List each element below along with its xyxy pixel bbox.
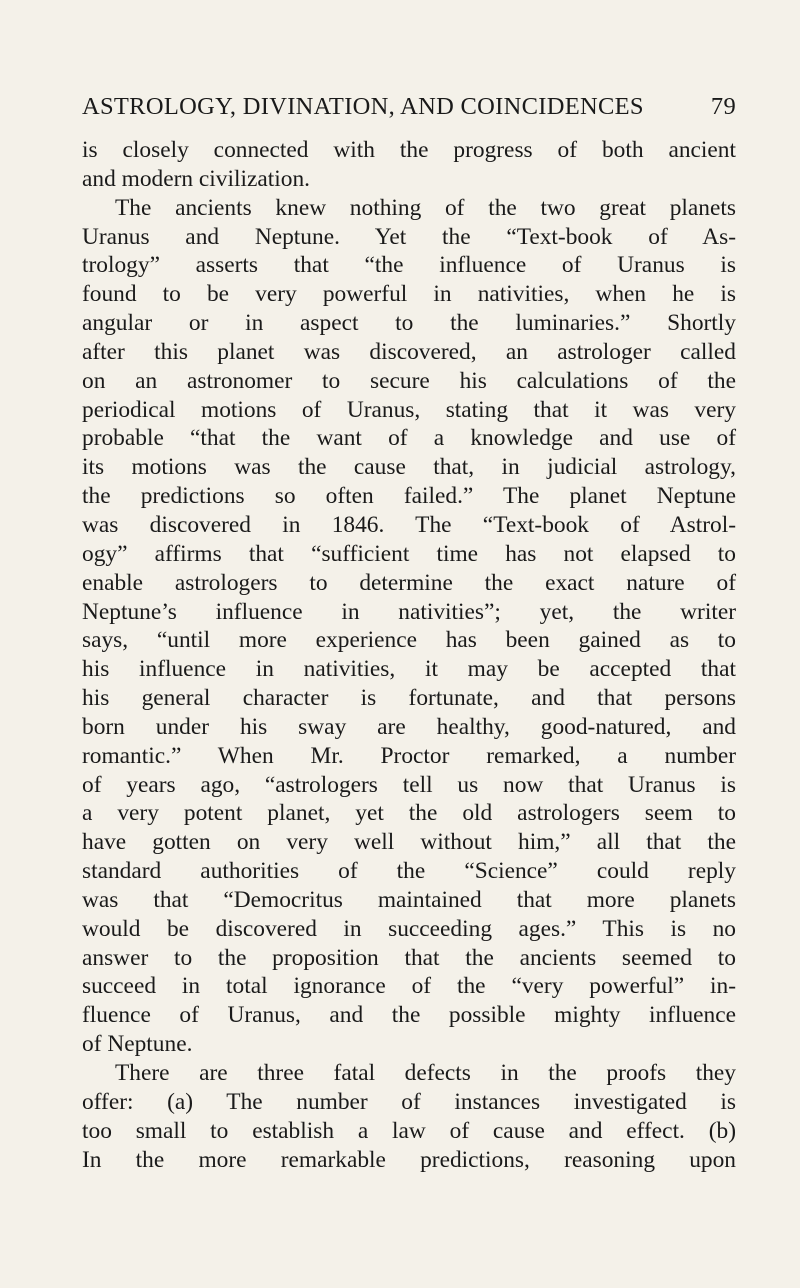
text-line: his general character is fortunate, and that persons — [82, 685, 736, 712]
text-line: In the more remarkable predictions, reasoning upon — [82, 1146, 736, 1173]
text-line: of Neptune. — [82, 1031, 193, 1058]
text-line: angular or in aspect to the luminaries.” Shortly — [82, 310, 736, 337]
text-line: The ancients knew nothing of the two great planets — [115, 194, 736, 221]
text-line: born under his sway are healthy, good-natured, and — [82, 713, 736, 740]
text-line: was discovered in 1846. The “Text-book of Astrol- — [82, 511, 736, 538]
text-line: Neptune’s influence in nativities”; yet, the writer — [82, 598, 736, 625]
text-line: enable astrologers to determine the exact nature of — [82, 569, 736, 596]
text-line: have gotten on very well without him,” all that the — [82, 829, 736, 856]
text-line: ogy” affirms that “sufficient time has not elapsed to — [82, 540, 736, 567]
text-line: offer: (a) The number of instances investigated is — [82, 1088, 736, 1115]
text-line: says, “until more experience has been gained as to — [82, 627, 736, 654]
text-line: There are three fatal defects in the proofs they — [115, 1060, 736, 1086]
text-line: found to be very powerful in nativities, when he is — [82, 281, 736, 308]
text-line: Uranus and Neptune. Yet the “Text-book of As- — [82, 223, 736, 250]
text-line: on an astronomer to secure his calculations of the — [82, 367, 736, 394]
text-line: standard authorities of the “Science” could reply — [82, 858, 736, 885]
page-number: 79 — [710, 93, 736, 120]
text-line: is closely connected with the progress of both ancient — [82, 137, 736, 163]
body-text — [82, 136, 736, 1174]
text-line: of years ago, “astrologers tell us now that Uranus is — [82, 771, 736, 798]
text-line: after this planet was discovered, an astrologer called — [82, 338, 736, 365]
running-head — [82, 90, 736, 124]
text-line: succeed in total ignorance of the “very powerful” in- — [82, 973, 736, 1000]
text-line: the predictions so often failed.” The planet Neptune — [82, 483, 736, 510]
text-line: its motions was the cause that, in judicial astrology, — [82, 454, 736, 481]
text-line: fluence of Uranus, and the possible mighty influence — [82, 1002, 736, 1029]
text-line: would be discovered in succeeding ages.” This is no — [82, 915, 736, 942]
text-line: probable “that the want of a knowledge and use of — [82, 425, 736, 452]
text-line: answer to the proposition that the ancients seemed to — [82, 944, 736, 971]
text-line: was that “Democritus maintained that more planets — [82, 886, 736, 913]
text-line: trology” asserts that “the influence of Uranus is — [82, 252, 736, 279]
text-line: romantic.” When Mr. Proctor remarked, a number — [82, 742, 736, 769]
text-line: a very potent planet, yet the old astrologers seem to — [82, 800, 736, 827]
text-line: too small to establish a law of cause and effect. (b) — [82, 1117, 736, 1144]
text-line: his influence in nativities, it may be accepted that — [82, 656, 736, 683]
text-line: and modern civilization. — [82, 165, 310, 192]
text-line: periodical motions of Uranus, stating that it was very — [82, 396, 736, 423]
running-title: ASTROLOGY, DIVINATION, AND COINCIDENCES — [82, 93, 644, 120]
